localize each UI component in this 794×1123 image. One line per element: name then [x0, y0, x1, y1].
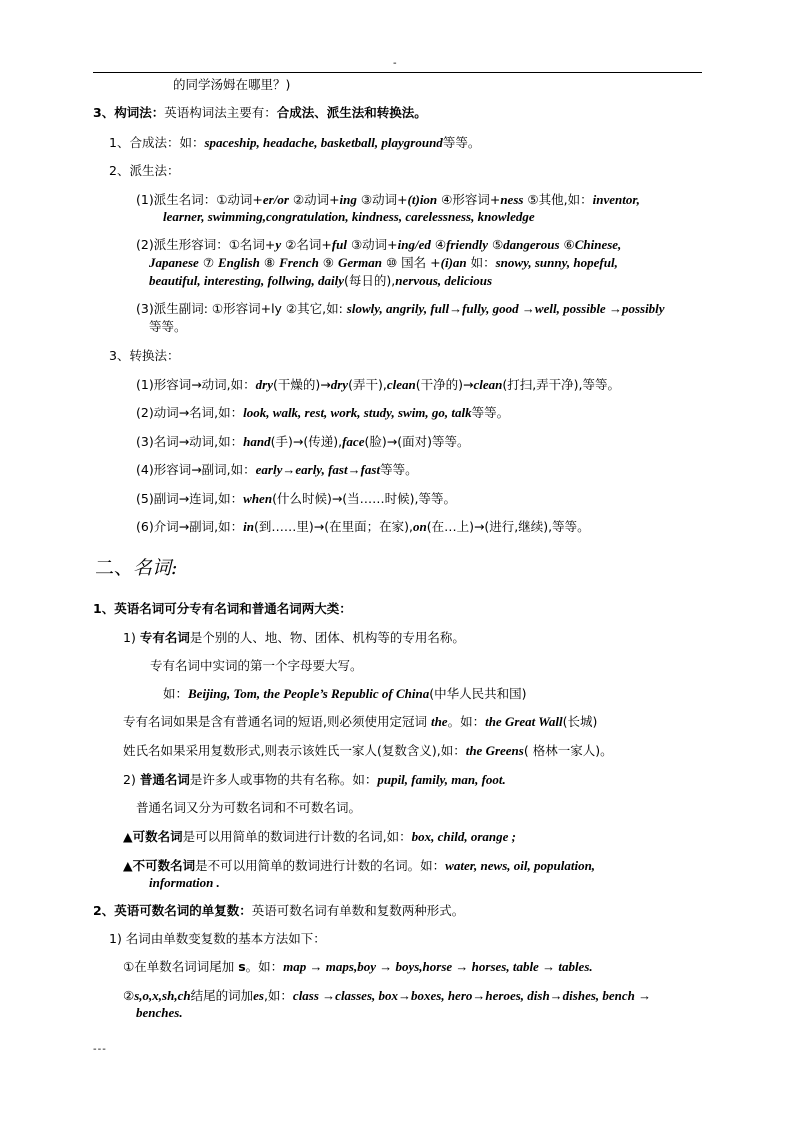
example: Chinese,: [574, 237, 622, 252]
example: English: [218, 255, 260, 270]
text: 等等。: [380, 462, 418, 477]
conversion-label: 3、转换法：: [109, 348, 180, 363]
triangle-bullet: ▲: [123, 829, 133, 844]
example: dry: [255, 377, 273, 392]
plural-rule-2-cont: [136, 1004, 183, 1021]
heading-number: 3、构词法：: [93, 105, 165, 120]
example: (t)ion: [407, 192, 438, 207]
text: ⑥: [559, 237, 575, 252]
example: clean: [386, 377, 416, 392]
text: ,如：: [263, 988, 293, 1003]
derived-adv-line-2: 等等。: [149, 319, 187, 334]
example: class →classes, box→boxes, hero→heroes, dish→dishes, bench →: [292, 988, 652, 1003]
example: map → maps,boy → boys,horse → horses, table → tables.: [283, 959, 593, 974]
text: (1)形容词→动词,如：: [136, 377, 256, 392]
text: 1): [123, 630, 140, 645]
text-line: 的同学汤姆在哪里？): [173, 77, 291, 92]
conversion-item-2: [136, 404, 509, 421]
text: 是可以用简单的数词进行计数的名词,如：: [182, 829, 412, 844]
text: (长城): [562, 714, 598, 729]
term: s: [238, 959, 246, 974]
example: the Greens: [465, 743, 524, 758]
text: (干燥的)→: [273, 377, 331, 392]
example: dangerous: [503, 237, 560, 252]
example: (i)an: [440, 255, 467, 270]
text: 结尾的词加: [190, 988, 254, 1003]
noun-heading-2: [93, 902, 464, 919]
text: (脸)→(面对)等等。: [364, 434, 470, 449]
text: ( 格林一家人)。: [523, 743, 613, 758]
text: 是个别的人、地、物、团体、机构等的专用名称。: [189, 630, 465, 645]
proper-noun-examples: [163, 685, 527, 702]
conversion-item-6: [136, 518, 590, 535]
text: ⑦: [198, 255, 218, 270]
text: (干净的)→: [415, 377, 474, 392]
section-title: 名词:: [133, 557, 178, 579]
example: look, walk, rest, work, study, swim, go, talk: [243, 405, 472, 420]
plural-rule-1: [123, 958, 593, 975]
example: early→early, fast→fast: [255, 462, 381, 477]
countable-noun-def: [123, 828, 516, 845]
example: on: [412, 519, 427, 534]
section-number: 二、: [95, 557, 134, 579]
derived-noun-examples: [163, 208, 535, 225]
footer-mark: ---: [93, 1044, 107, 1055]
term: 专有名词: [139, 630, 190, 645]
text: ⑤其他,如：: [523, 192, 593, 207]
text: ⑤: [487, 237, 504, 252]
text: 等等。: [471, 405, 510, 420]
example: ing: [339, 192, 357, 207]
compound-line: [109, 134, 480, 151]
text: 英语可数名词有单数和复数两种形式。: [251, 903, 465, 918]
text: 是不可以用简单的数词进行计数的名词。如：: [195, 858, 446, 873]
text: (到……里)→(在里面；在家),: [254, 519, 413, 534]
proper-noun-def: [123, 629, 465, 646]
example: face: [342, 434, 365, 449]
example: the Great Wall: [485, 714, 563, 729]
example: es: [253, 988, 264, 1003]
text: (1)派生名词：①动词+: [136, 192, 263, 207]
text: 专有名词如果是含有普通名词的短语,则必须使用定冠词: [123, 714, 431, 729]
example: when: [243, 491, 273, 506]
text: ⑧: [259, 255, 280, 270]
example: the: [430, 714, 448, 729]
derived-adj-line-3: [149, 272, 492, 289]
conversion-item-1: [136, 376, 620, 393]
header-rule: [93, 72, 702, 73]
example: snowy, sunny, hopeful,: [495, 255, 618, 270]
example: box, child, orange ;: [411, 829, 516, 844]
text: 如：: [466, 255, 496, 270]
text: ③动词+: [347, 237, 398, 252]
text: ②名词+: [281, 237, 332, 252]
text: (手)→(传递),: [270, 434, 343, 449]
text: ②: [123, 988, 135, 1003]
text: (3)名词→动词,如：: [136, 434, 244, 449]
example: s,o,x,sh,ch: [134, 988, 191, 1003]
conversion-item-3: [136, 433, 469, 450]
proper-noun-article: [123, 713, 597, 730]
text: 。如：: [245, 959, 284, 974]
text: ④形容词+: [437, 192, 501, 207]
text: (什么时候)→(当……时候),等等。: [272, 491, 457, 506]
example: ness: [500, 192, 524, 207]
text: (弄干),: [348, 377, 387, 392]
example: Japanese: [149, 255, 199, 270]
derived-adj-line-2: [149, 254, 618, 271]
text: (2)动词→名词,如：: [136, 405, 244, 420]
text: (6)介词→副词,如：: [136, 519, 244, 534]
example: clean: [473, 377, 503, 392]
example: ful: [331, 237, 347, 252]
surname-plural: [123, 742, 613, 759]
header-mark: -: [393, 58, 397, 69]
heading-desc: 英语构词法主要有：: [164, 105, 277, 120]
example: information .: [149, 875, 220, 890]
text: ③动词+: [356, 192, 408, 207]
text: (2)派生形容词：①名词+: [136, 237, 276, 252]
term: 可数名词: [132, 829, 183, 844]
uncountable-noun-def: [123, 857, 595, 874]
derived-adv-line: [136, 300, 665, 317]
text: (5)副词→连词,如：: [136, 491, 244, 506]
example: hand: [243, 434, 271, 449]
example: friendly: [446, 237, 488, 252]
plural-rule-intro: 1) 名词由单数变复数的基本方法如下：: [109, 931, 326, 946]
common-noun-types: 普通名词又分为可数名词和不可数名词。: [136, 800, 362, 815]
example: dry: [330, 377, 349, 392]
text: 姓氏名如果采用复数形式,则表示该姓氏一家人(复数含义),如：: [123, 743, 466, 758]
example: pupil, family, man, foot.: [377, 772, 506, 787]
example: learner, swimming,congratulation, kindness, carelessness, knowledge: [163, 209, 535, 224]
triangle-bullet: ▲: [123, 858, 133, 873]
common-noun-def: [123, 771, 506, 788]
text: (中华人民共和国): [429, 686, 527, 701]
plural-rule-2: [123, 987, 651, 1004]
term: 不可数名词: [132, 858, 196, 873]
example: benches.: [136, 1005, 183, 1020]
example: water, news, oil, population,: [445, 858, 596, 873]
example: ing/ed: [397, 237, 431, 252]
example: French: [279, 255, 319, 270]
conversion-item-5: [136, 490, 456, 507]
heading-bold: 合成法、派生法和转换法。: [276, 105, 427, 120]
example: inventor,: [592, 192, 640, 207]
proper-noun-rule: 专有名词中实词的第一个字母要大写。: [150, 658, 363, 673]
conversion-item-4: [136, 461, 418, 478]
word-formation-heading: [93, 104, 427, 121]
text: 。如：: [447, 714, 486, 729]
example: German: [337, 255, 383, 270]
text: (3)派生副词: ①形容词+ly ②其它,如:: [136, 301, 347, 316]
text: 2): [123, 772, 140, 787]
term: 普通名词: [139, 772, 190, 787]
text: 是许多人或事物的共有名称。如：: [189, 772, 378, 787]
text: ②动词+: [288, 192, 340, 207]
example: beautiful, interesting, follwing, daily: [149, 273, 345, 288]
uncountable-noun-def-2: [149, 874, 220, 891]
example: Beijing, Tom, the People’s Republic of China: [188, 686, 430, 701]
text: (4)形容词→副词,如：: [136, 462, 256, 477]
label: 1、合成法：如：: [109, 135, 205, 150]
example: slowly, angrily, full→fully, good →well, possible →possibly: [346, 301, 665, 316]
text: 等等。: [442, 135, 481, 150]
example: y: [275, 237, 282, 252]
text: 如：: [163, 686, 189, 701]
text: (在…上)→(进行,继续),等等。: [426, 519, 590, 534]
text: ①在单数名词词尾加: [123, 959, 239, 974]
section-heading-nouns: [95, 555, 177, 581]
example-words: spaceship, headache, basketball, playground: [204, 135, 443, 150]
example: er/or: [262, 192, 289, 207]
example: nervous, delicious: [395, 273, 493, 288]
text: ④: [430, 237, 447, 252]
derived-adj-line: [136, 236, 621, 253]
example: in: [243, 519, 254, 534]
text: (每日的),: [344, 273, 396, 288]
noun-heading-1: 1、英语名词可分专有名词和普通名词两大类：: [93, 601, 352, 616]
text: ⑨: [318, 255, 338, 270]
text: ⑩ 国名 +: [382, 255, 441, 270]
derivation-label: 2、派生法：: [109, 163, 180, 178]
text: (打扫,弄干净),等等。: [502, 377, 621, 392]
heading: 2、英语可数名词的单复数：: [93, 903, 252, 918]
derived-noun-line: [136, 191, 640, 208]
